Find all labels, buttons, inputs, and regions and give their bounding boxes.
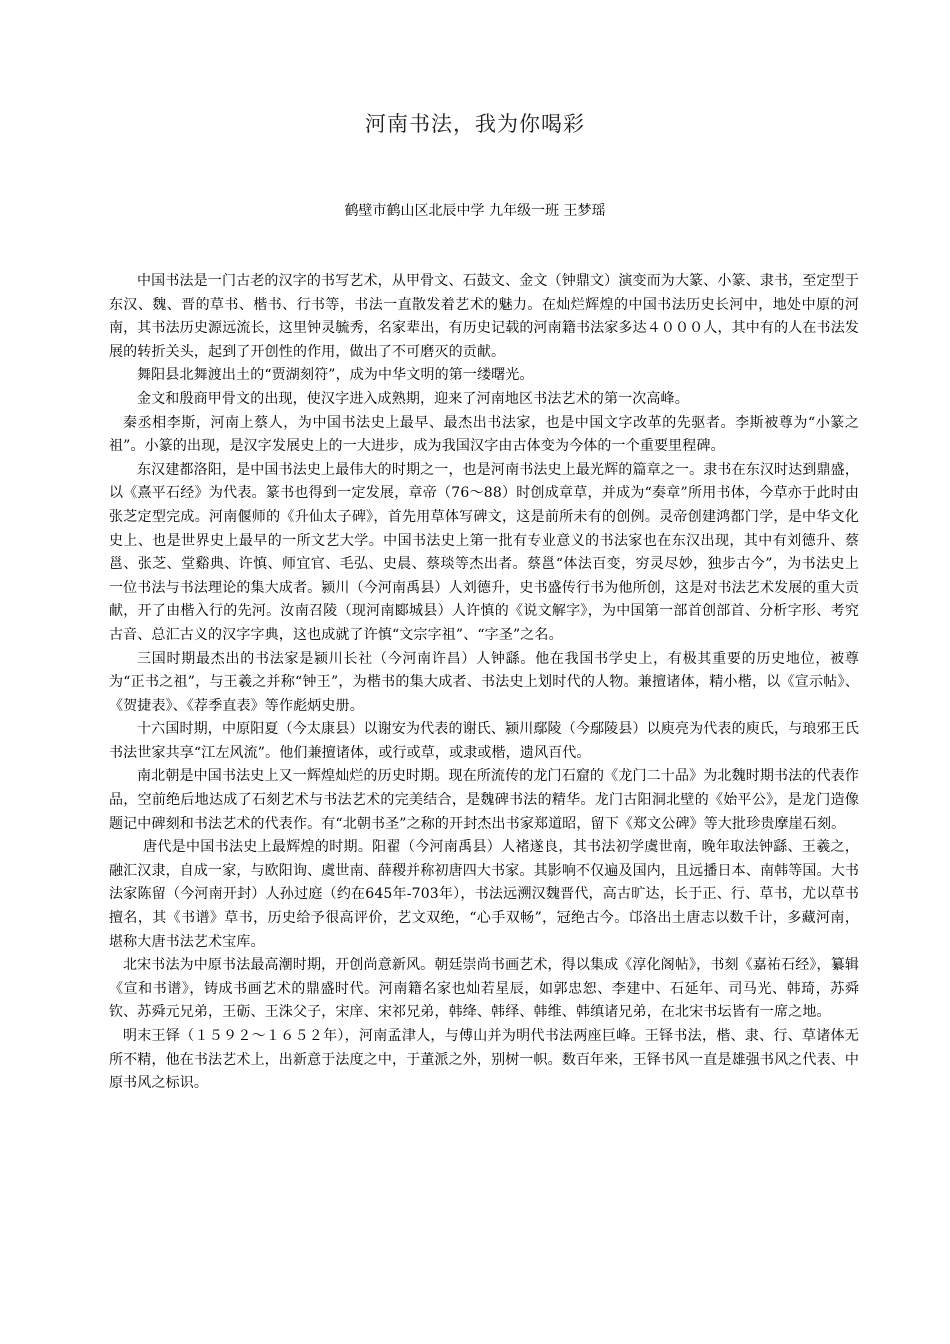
paragraph: 秦丞相李斯，河南上蔡人，为中国书法史上最早、最杰出书法家，也是中国文字改革的先驱者。李斯被尊为“小篆之祖”。小篆的出现，是汉字发展史上的一大进步，成为我国汉字由古体变为今体的一个重要里程碑。 <box>109 414 859 455</box>
paragraph: 东汉建都洛阳，是中国书法史上最伟大的时期之一，也是河南书法史上最光辉的篇章之一。隶书在东汉时达到鼎盛，以《熹平石经》为代表。篆书也得到一定发展，章帝（76～88）时创成章草，并成为“奏章”所用书体，今草亦于此时由张芝定型完成。河南偃师的《升仙太子碑》，首先用草体写碑文，这是前所未有的创例。灵帝创建鸿都门学，是中华文化史上、也是世界史上最早的一所文艺大学。中国书法史上第一批有专业意义的书法家也在东汉出现，其中有刘德升、蔡邕、张芝、堂谿典、许慎、师宜官、毛弘、史晨、蔡琰等杰出者。蔡邕“体法百变，穷灵尽妙，独步古今”，为书法史上一位书法与书法理论的集大成者。颍川（今河南禹县）人刘德升，史书盛传行书为他所创，这是对书法艺术发展的重大贡献，开了由楷入行的先河。汝南召陵（现河南郾城县）人许慎的《说文解字》，为中国第一部首创部首、分析字形、考究古音、总汇古义的汉字字典，这也成就了许慎“文宗字祖”、“字圣”之名。 <box>109 461 859 643</box>
paragraph: 中国书法是一门古老的汉字的书写艺术，从甲骨文、石鼓文、金文（钟鼎文）演变而为大篆、小篆、隶书，至定型于东汉、魏、晋的草书、楷书、行书等，书法一直散发着艺术的魅力。在灿烂辉煌的中国书法历史长河中，地处中原的河南，其书法历史源远流长，这里钟灵毓秀，名家辈出，有历史记载的河南籍书法家多达４０００人，其中有的人在书法发展的转折关头，起到了开创性的作用，做出了不可磨灭的贡献。 <box>109 273 859 360</box>
paragraph: 北宋书法为中原书法最高潮时期，开创尚意新风。朝廷崇尚书画艺术，得以集成《淳化阁帖》，书刻《嘉祐石经》，纂辑《宣和书谱》，铸成书画艺术的鼎盛时代。河南籍名家也灿若星辰，如郭忠恕、李建中、石延年、司马光、韩琦，苏舜钦、苏舜元兄弟，王砺、王洙父子，宋庠、宋祁兄弟，韩绛、韩绎、韩维、韩缜诸兄弟，在北宋书坛皆有一席之地。 <box>109 957 859 1021</box>
paragraph: 三国时期最杰出的书法家是颍川长社（今河南许昌）人钟繇。他在我国书学史上，有极其重要的历史地位，被尊为“正书之祖”，与王羲之并称“钟王”，为楷书的集大成者、书法史上划时代的人物。兼擅诸体，精小楷，以《宣示帖》、《贺捷表》、《荐季直表》等作彪炳史册。 <box>109 650 859 714</box>
author-byline: 鹤壁市鹤山区北辰中学 九年级一班 王梦瑶 <box>344 203 606 219</box>
paragraph: 十六国时期，中原阳夏（今太康县）以谢安为代表的谢氏、颍川鄢陵（今鄢陵县）以庾亮为代表的庾氏，与琅邪王氏书法世家共享“江左风流”。他们兼擅诸体，或行或草，或隶或楷，遗风百代。 <box>109 721 859 761</box>
paragraph: 唐代是中国书法史上最辉煌的时期。阳翟（今河南禹县）人褚遂良，其书法初学虞世南，晚年取法钟繇、王羲之，融汇汉隶，自成一家，与欧阳询、虞世南、薛稷并称初唐四大书家。其影响不仅遍及国内，且远播日本、南韩等国。大书法家陈留（今河南开封）人孙过庭（约在645年-703年），书法远溯汉魏晋代，高古旷达，长于正、行、草书，尤以草书擅名，其《书谱》草书，历史给予很高评价，艺文双绝，“心手双畅”，冠绝古今。邙洛出土唐志以数千计，多藏河南，堪称大唐书法艺术宝库。 <box>109 839 859 950</box>
paragraph: 明末王铎（１５９２～１６５２年），河南孟津人，与傅山并为明代书法两座巨峰。王铎书法，楷、隶、行、草诸体无所不精，他在书法艺术上，出新意于法度之中，于董派之外，别树一帜。数百年来，王铎书风一直是雄强书风之代表、中原书风之标识。 <box>109 1028 859 1092</box>
paragraph: 金文和殷商甲骨文的出现，使汉字进入成熟期，迎来了河南地区书法艺术的第一次高峰。 <box>137 390 689 407</box>
document-title: 河南书法，我为你喝彩 <box>365 112 585 136</box>
document-body <box>109 270 859 1096</box>
paragraph: 舞阳县北舞渡出土的“贾湖刻符”，成为中华文明的第一缕曙光。 <box>137 367 534 384</box>
paragraph: 南北朝是中国书法史上又一辉煌灿烂的历史时期。现在所流传的龙门石窟的《龙门二十品》为北魏时期书法的代表作品，空前绝后地达成了石刻艺术与书法艺术的完美结合，是魏碑书法的精华。龙门古阳洞北壁的《始平公》，是龙门造像题记中碑刻和书法艺术的代表作。有“北朝书圣”之称的开封杰出书家郑道昭，留下《郑文公碑》等大批珍贵摩崖石刻。 <box>109 768 859 832</box>
